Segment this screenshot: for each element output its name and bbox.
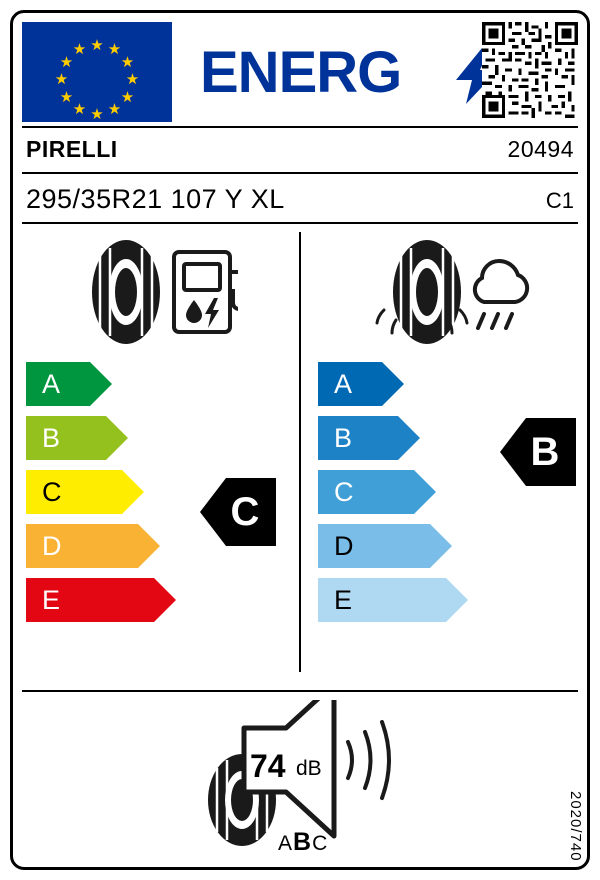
- wet-selected-letter: B: [530, 430, 560, 474]
- wet-grade-e-letter: E: [334, 585, 353, 615]
- fuel-selected-grade: [200, 474, 276, 550]
- grade-bar-shape: [26, 362, 112, 406]
- wet-grade-a-letter: A: [334, 369, 353, 399]
- wet-selected-grade: [500, 414, 576, 490]
- wet-grade-d-letter: D: [334, 531, 354, 561]
- noise-class-scale: [278, 828, 328, 857]
- label-header: [22, 22, 578, 126]
- fuel-grade-e: [26, 578, 176, 622]
- regulation-reference: 2020/740: [567, 791, 584, 862]
- fuel-grade-d: [26, 524, 160, 568]
- fuel-grade-b-letter: B: [42, 423, 61, 453]
- noise-class-selected: B: [293, 828, 313, 856]
- noise-class-a: A: [278, 832, 294, 855]
- wet-grade-d: [318, 524, 452, 568]
- wet-grade-c-letter: C: [334, 477, 354, 507]
- tyre-class-code: C1: [545, 188, 574, 213]
- fuel-selected-letter: C: [230, 490, 260, 534]
- fuel-grade-a-letter: A: [42, 369, 61, 399]
- noise-class-c: C: [312, 832, 329, 855]
- divider-size: [22, 222, 578, 224]
- wet-grade-b: [318, 416, 420, 460]
- rain-cloud-tyre-icon: [372, 238, 532, 346]
- brand-name: PIRELLI: [26, 136, 118, 162]
- tyre-size: 295/35R21 107 Y XL: [26, 184, 285, 214]
- wet-grade-c: [318, 470, 436, 514]
- noise-unit: dB: [296, 757, 322, 780]
- noise-value: 74: [250, 748, 286, 784]
- divider-noise: [22, 690, 578, 692]
- grade-bar-shape: [318, 362, 404, 406]
- fuel-grade-c: [26, 470, 144, 514]
- wet-grade-e: [318, 578, 468, 622]
- divider-brand: [22, 172, 578, 174]
- fuel-grade-d-letter: D: [42, 531, 62, 561]
- fuel-grade-b: [26, 416, 128, 460]
- wet-grade-b-letter: B: [334, 423, 353, 453]
- fuel-grade-a: [26, 362, 112, 406]
- page-title: ENERG: [200, 40, 402, 105]
- wet-grade-a: [318, 362, 404, 406]
- qr-code-icon: [482, 22, 578, 118]
- divider-header: [22, 126, 578, 128]
- divider-columns: [299, 232, 301, 672]
- eu-flag-icon: ★ ★ ★ ★ ★ ★ ★ ★ ★ ★ ★ ★: [22, 22, 172, 122]
- model-code: 20494: [507, 136, 574, 162]
- fuel-grade-e-letter: E: [42, 585, 61, 615]
- fuel-grade-c-letter: C: [42, 477, 62, 507]
- fuel-pump-tyre-icon: [78, 238, 238, 346]
